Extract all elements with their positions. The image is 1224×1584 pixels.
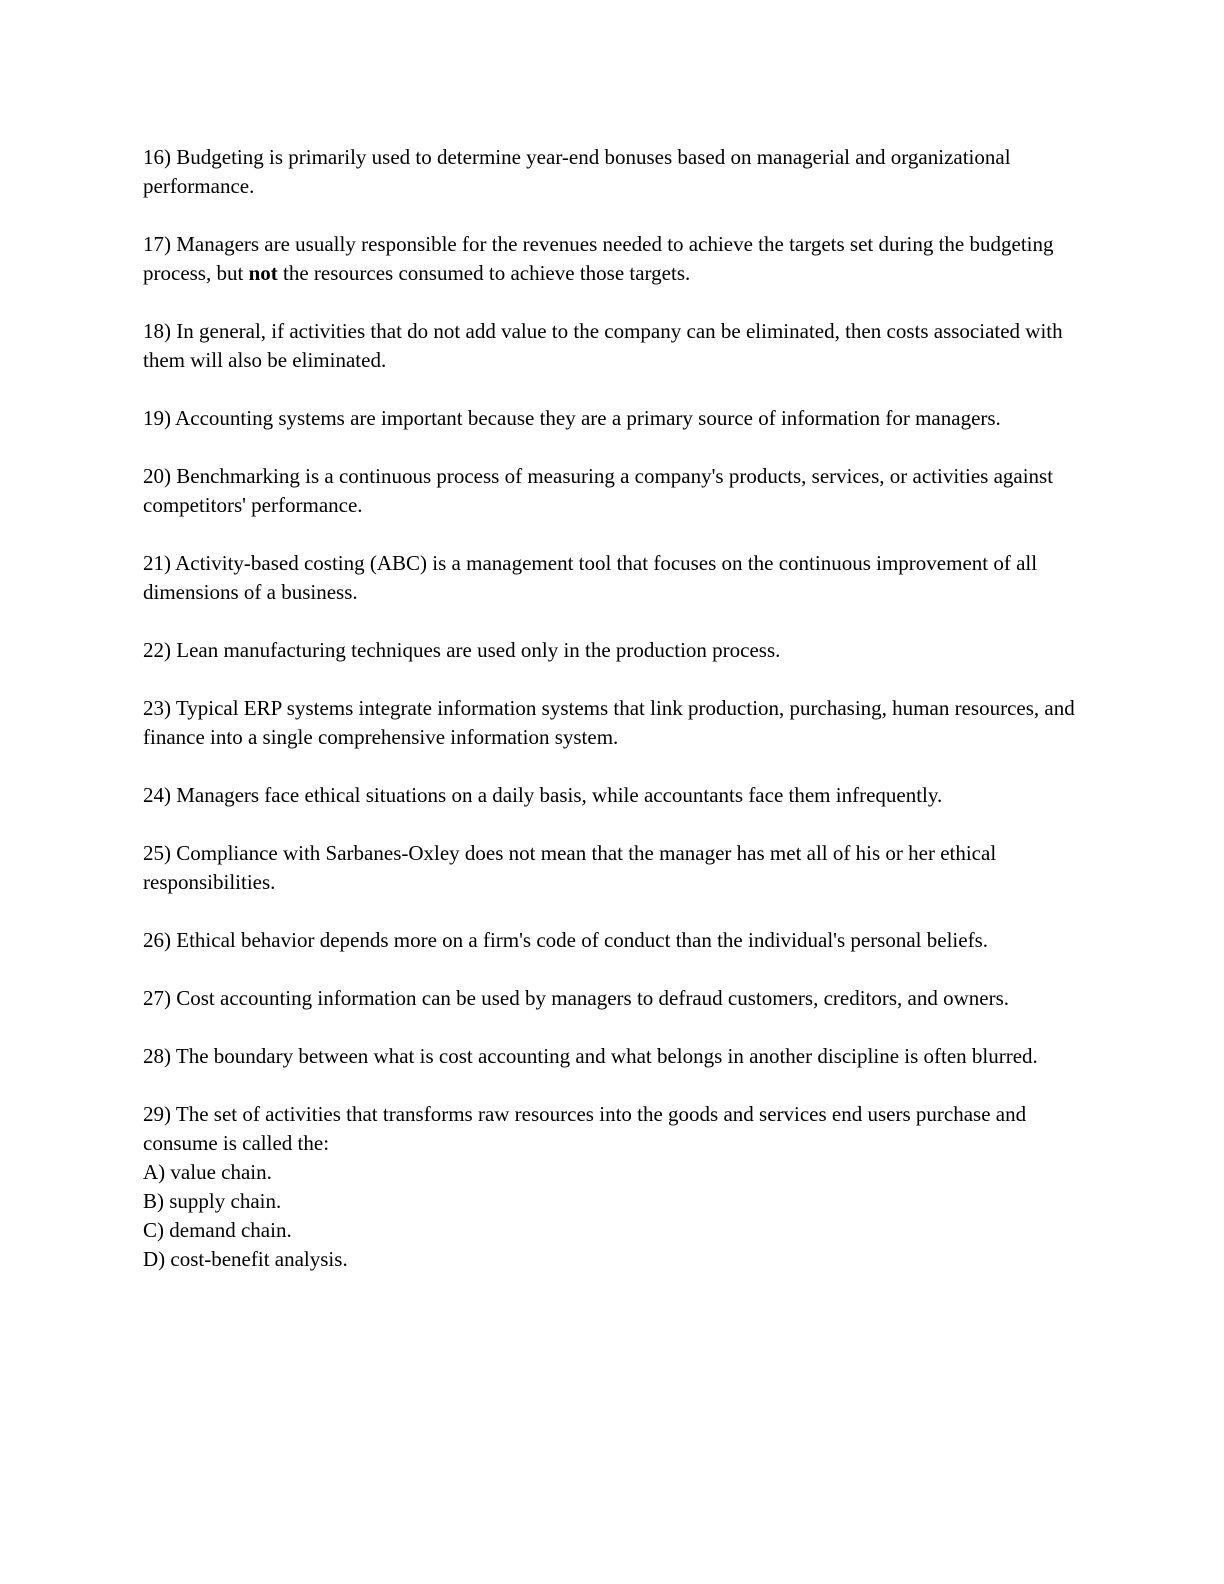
question-text-run: Benchmarking is a continuous process of measuring a company's products, services, or activities against competitors' performance. (143, 464, 1054, 517)
question-item (143, 984, 1088, 1013)
question-text-run: Lean manufacturing techniques are used only in the production process. (176, 638, 781, 662)
question-item (143, 926, 1088, 955)
question-number: 27) (143, 986, 171, 1010)
question-text (143, 1102, 1026, 1155)
question-number: 21) (143, 551, 171, 575)
question-text (143, 464, 1053, 517)
question-text-run: Cost accounting information can be used by managers to defraud customers, creditors, and owners. (176, 986, 1010, 1010)
question-number: 26) (143, 928, 171, 952)
question-text-run: The boundary between what is cost accounting and what belongs in another discipline is often blurred. (175, 1044, 1038, 1068)
question-text-run: Managers are usually responsible for the revenues needed to achieve the targets set during the budgeting process, but (143, 232, 1054, 285)
question-text-run: the resources consumed to achieve those targets. (277, 261, 691, 285)
question-number: 20) (143, 464, 171, 488)
question-item (143, 462, 1088, 520)
question-text (143, 696, 1075, 749)
question-text (171, 1044, 1038, 1068)
question-text (143, 551, 1037, 604)
answer-option: C) demand chain. (143, 1218, 292, 1242)
question-text-run: Activity-based costing (ABC) is a management tool that focuses on the continuous improvement of all dimensions of a business. (143, 551, 1038, 604)
question-item (143, 317, 1088, 375)
question-text (171, 986, 1009, 1010)
question-text (143, 232, 1053, 285)
question-number: 28) (143, 1044, 171, 1068)
question-text-run: Ethical behavior depends more on a firm's code of conduct than the individual's personal beliefs. (176, 928, 988, 952)
question-number: 22) (143, 638, 171, 662)
question-text (143, 841, 996, 894)
question-text-run: The set of activities that transforms raw resources into the goods and services end users purchase and consume is called the: (143, 1102, 1027, 1155)
question-text (143, 319, 1063, 372)
question-text-run: In general, if activities that do not add value to the company can be eliminated, then costs associated with them will also be eliminated. (143, 319, 1063, 372)
answer-option: D) cost-benefit analysis. (143, 1247, 348, 1271)
question-item (143, 781, 1088, 810)
question-number: 23) (143, 696, 171, 720)
question-item (143, 1100, 1088, 1274)
question-text (171, 783, 942, 807)
answer-option: B) supply chain. (143, 1189, 282, 1213)
question-item (143, 694, 1088, 752)
question-text-run: Accounting systems are important because they are a primary source of information for managers. (175, 406, 1001, 430)
question-number: 25) (143, 841, 171, 865)
question-text-run: Compliance with Sarbanes-Oxley does not mean that the manager has met all of his or her ethical responsibilities. (143, 841, 997, 894)
answer-option: A) value chain. (143, 1160, 272, 1184)
question-item (143, 143, 1088, 201)
question-text (171, 406, 1001, 430)
question-item (143, 1042, 1088, 1071)
question-text (171, 928, 988, 952)
question-text (143, 145, 1011, 198)
question-text-run: Budgeting is primarily used to determine year-end bonuses based on managerial and organizational performance. (143, 145, 1011, 198)
question-item (143, 839, 1088, 897)
question-number: 18) (143, 319, 171, 343)
question-text-bold-run: not (248, 261, 278, 285)
question-number: 16) (143, 145, 171, 169)
question-number: 24) (143, 783, 171, 807)
question-item (143, 636, 1088, 665)
question-text-run: Typical ERP systems integrate information systems that link production, purchasing, human resources, and finance into a single comprehensive information system. (143, 696, 1075, 749)
question-item (143, 404, 1088, 433)
question-item (143, 549, 1088, 607)
question-number: 17) (143, 232, 171, 256)
question-number: 19) (143, 406, 171, 430)
question-text (171, 638, 780, 662)
question-item (143, 230, 1088, 288)
question-number: 29) (143, 1102, 171, 1126)
question-text-run: Managers face ethical situations on a daily basis, while accountants face them infrequently. (176, 783, 943, 807)
